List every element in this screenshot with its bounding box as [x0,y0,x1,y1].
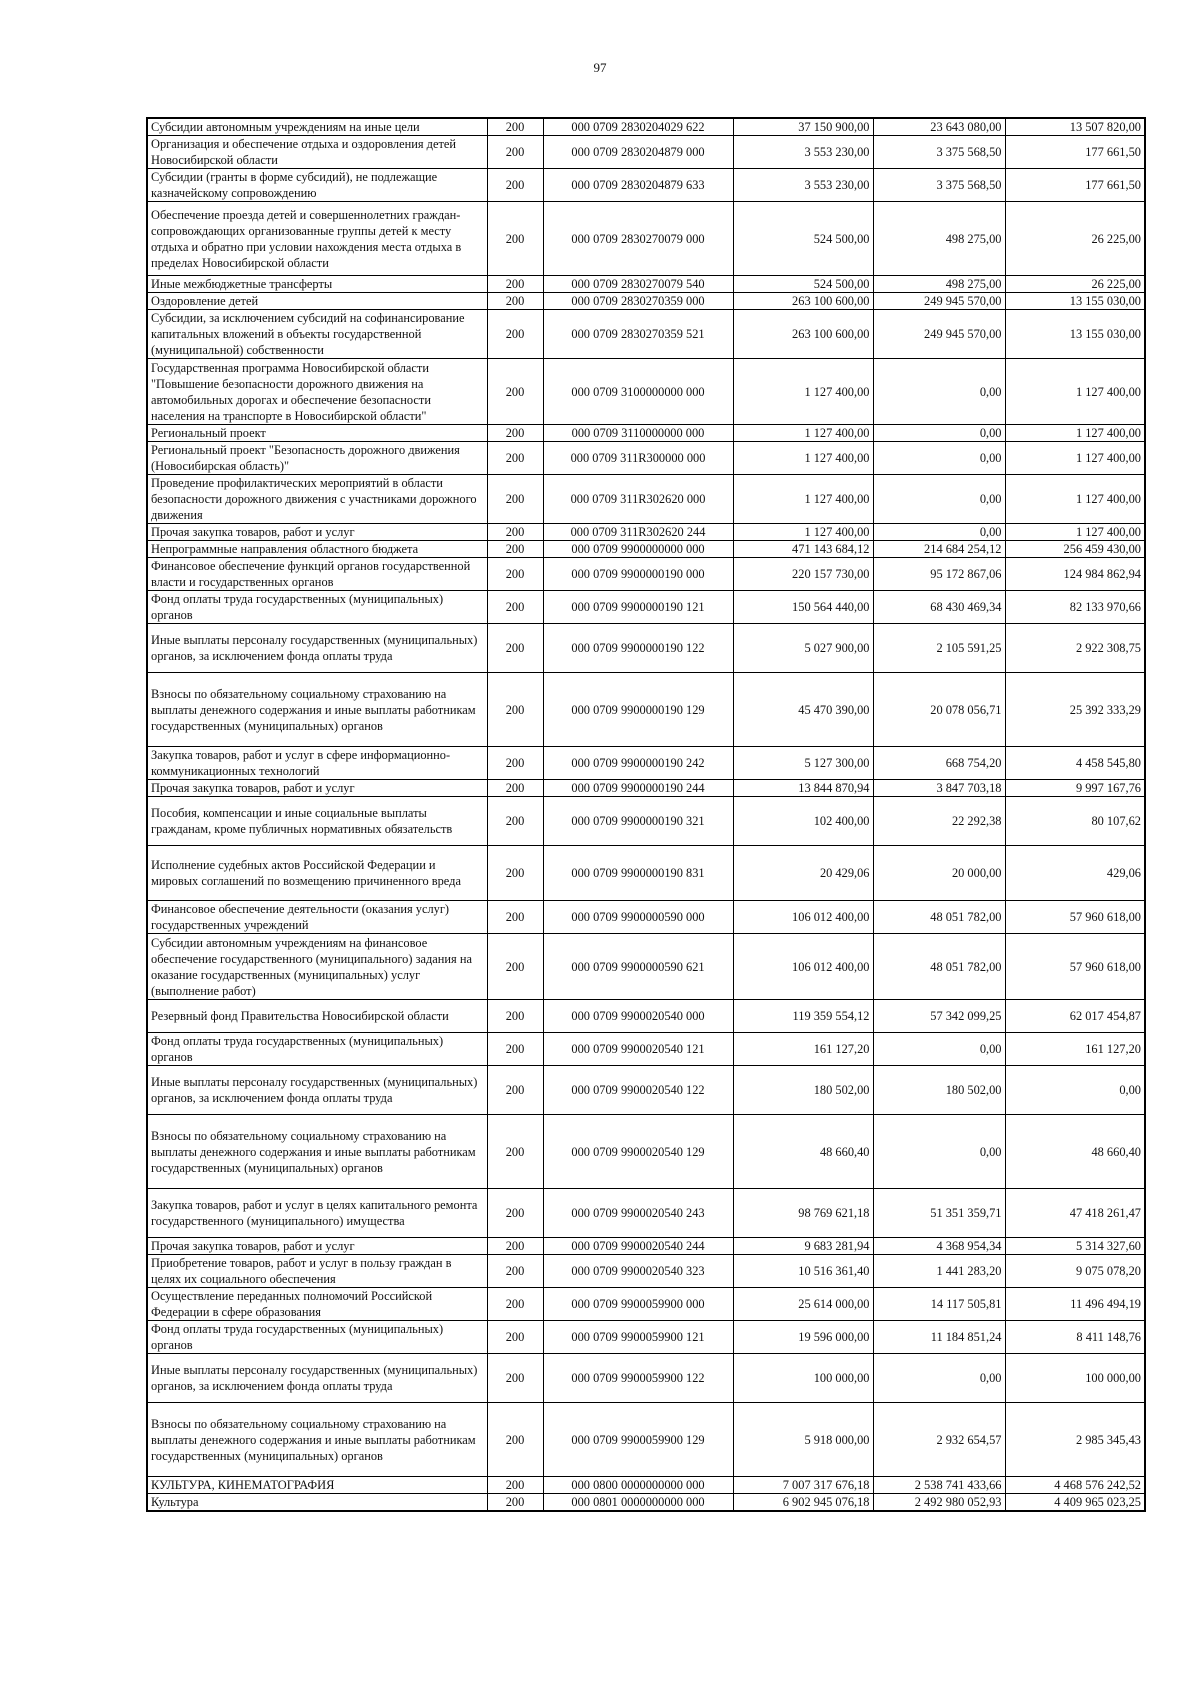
table-row [147,1255,1145,1288]
row-name-cell: Резервный фонд Правительства Новосибирской области [147,1000,487,1033]
row-approved-cell: 180 502,00 [733,1066,873,1115]
row-name-cell: Оздоровление детей [147,293,487,310]
row-unexecuted-cell: 80 107,62 [1005,797,1145,846]
row-approved-cell: 5 027 900,00 [733,624,873,673]
row-code-cell: 200 [487,673,543,747]
row-unexecuted-cell: 8 411 148,76 [1005,1321,1145,1354]
row-name-cell: Обеспечение проезда детей и совершеннолетних граждан-сопровождающих организованные группы детей к месту отдыха и обратно при условии нахождения места отдыха в пределах Новосибирской области [147,202,487,276]
table-row [147,276,1145,293]
row-executed-cell: 57 342 099,25 [873,1000,1005,1033]
row-name-cell: Исполнение судебных актов Российской Федерации и мировых соглашений по возмещению причиненного вреда [147,846,487,901]
table-row [147,747,1145,780]
row-unexecuted-cell: 9 997 167,76 [1005,780,1145,797]
row-name-cell: Региональный проект [147,425,487,442]
row-executed-cell: 48 051 782,00 [873,934,1005,1000]
row-approved-cell: 6 902 945 076,18 [733,1494,873,1512]
row-name-cell: Закупка товаров, работ и услуг в целях капитального ремонта государственного (муниципального) имущества [147,1189,487,1238]
row-kbk-cell: 000 0709 9900000190 122 [543,624,733,673]
table-row [147,1189,1145,1238]
row-unexecuted-cell: 1 127 400,00 [1005,524,1145,541]
row-unexecuted-cell: 57 960 618,00 [1005,934,1145,1000]
row-executed-cell: 3 847 703,18 [873,780,1005,797]
row-code-cell: 200 [487,780,543,797]
row-unexecuted-cell: 1 127 400,00 [1005,475,1145,524]
row-unexecuted-cell: 11 496 494,19 [1005,1288,1145,1321]
row-approved-cell: 1 127 400,00 [733,524,873,541]
row-code-cell: 200 [487,475,543,524]
row-kbk-cell: 000 0709 9900020540 000 [543,1000,733,1033]
table-row [147,901,1145,934]
row-name-cell: Осуществление переданных полномочий Российской Федерации в сфере образования [147,1288,487,1321]
table-row [147,169,1145,202]
row-executed-cell: 48 051 782,00 [873,901,1005,934]
row-unexecuted-cell: 62 017 454,87 [1005,1000,1145,1033]
row-code-cell: 200 [487,310,543,359]
row-kbk-cell: 000 0709 9900020540 244 [543,1238,733,1255]
row-unexecuted-cell: 82 133 970,66 [1005,591,1145,624]
row-executed-cell: 51 351 359,71 [873,1189,1005,1238]
row-unexecuted-cell: 9 075 078,20 [1005,1255,1145,1288]
row-approved-cell: 20 429,06 [733,846,873,901]
row-code-cell: 200 [487,1000,543,1033]
row-executed-cell: 11 184 851,24 [873,1321,1005,1354]
row-kbk-cell: 000 0709 2830204879 000 [543,136,733,169]
row-code-cell: 200 [487,624,543,673]
row-executed-cell: 23 643 080,00 [873,118,1005,136]
row-name-cell: Финансовое обеспечение функций органов государственной власти и государственных органов [147,558,487,591]
row-code-cell: 200 [487,1255,543,1288]
row-approved-cell: 3 553 230,00 [733,169,873,202]
row-code-cell: 200 [487,276,543,293]
row-unexecuted-cell: 4 458 545,80 [1005,747,1145,780]
table-row [147,624,1145,673]
row-executed-cell: 2 932 654,57 [873,1403,1005,1477]
row-unexecuted-cell: 161 127,20 [1005,1033,1145,1066]
row-approved-cell: 220 157 730,00 [733,558,873,591]
row-name-cell: Фонд оплаты труда государственных (муниципальных) органов [147,1033,487,1066]
row-unexecuted-cell: 5 314 327,60 [1005,1238,1145,1255]
table-row [147,1321,1145,1354]
row-executed-cell: 0,00 [873,425,1005,442]
row-kbk-cell: 000 0709 9900000590 000 [543,901,733,934]
row-approved-cell: 263 100 600,00 [733,310,873,359]
row-code-cell: 200 [487,524,543,541]
page-number: 97 [593,60,607,75]
row-kbk-cell: 000 0709 9900059900 122 [543,1354,733,1403]
row-kbk-cell: 000 0709 9900000190 242 [543,747,733,780]
row-executed-cell: 0,00 [873,359,1005,425]
table-row [147,1033,1145,1066]
row-code-cell: 200 [487,901,543,934]
row-approved-cell: 100 000,00 [733,1354,873,1403]
row-name-cell: Иные выплаты персоналу государственных (муниципальных) органов, за исключением фонда оплаты труда [147,624,487,673]
row-approved-cell: 106 012 400,00 [733,901,873,934]
row-approved-cell: 1 127 400,00 [733,442,873,475]
row-unexecuted-cell: 26 225,00 [1005,276,1145,293]
row-name-cell: Иные выплаты персоналу государственных (муниципальных) органов, за исключением фонда оплаты труда [147,1354,487,1403]
row-name-cell: Приобретение товаров, работ и услуг в пользу граждан в целях их социального обеспечения [147,1255,487,1288]
row-approved-cell: 102 400,00 [733,797,873,846]
row-name-cell: Пособия, компенсации и иные социальные выплаты гражданам, кроме публичных нормативных обязательств [147,797,487,846]
row-code-cell: 200 [487,1033,543,1066]
row-code-cell: 200 [487,747,543,780]
table-row [147,1288,1145,1321]
row-code-cell: 200 [487,558,543,591]
row-unexecuted-cell: 26 225,00 [1005,202,1145,276]
row-executed-cell: 68 430 469,34 [873,591,1005,624]
row-name-cell: Взносы по обязательному социальному страхованию на выплаты денежного содержания и иные выплаты работникам государственных (муниципальных) органов [147,1115,487,1189]
row-code-cell: 200 [487,118,543,136]
row-code-cell: 200 [487,293,543,310]
table-row [147,797,1145,846]
row-kbk-cell: 000 0709 2830204029 622 [543,118,733,136]
row-name-cell: Субсидии, за исключением субсидий на софинансирование капитальных вложений в объекты государственной (муниципальной) собственности [147,310,487,359]
row-unexecuted-cell: 124 984 862,94 [1005,558,1145,591]
row-unexecuted-cell: 2 985 345,43 [1005,1403,1145,1477]
row-approved-cell: 1 127 400,00 [733,359,873,425]
row-executed-cell: 20 000,00 [873,846,1005,901]
row-name-cell: Взносы по обязательному социальному страхованию на выплаты денежного содержания и иные выплаты работникам государственных (муниципальных) органов [147,1403,487,1477]
table-row [147,524,1145,541]
row-name-cell: Культура [147,1494,487,1512]
row-executed-cell: 0,00 [873,1115,1005,1189]
row-approved-cell: 7 007 317 676,18 [733,1477,873,1494]
row-code-cell: 200 [487,1238,543,1255]
row-name-cell: Иные межбюджетные трансферты [147,276,487,293]
row-executed-cell: 1 441 283,20 [873,1255,1005,1288]
row-kbk-cell: 000 0709 9900020540 121 [543,1033,733,1066]
row-executed-cell: 214 684 254,12 [873,541,1005,558]
table-row [147,1066,1145,1115]
row-executed-cell: 0,00 [873,524,1005,541]
row-executed-cell: 249 945 570,00 [873,293,1005,310]
row-kbk-cell: 000 0709 9900020540 122 [543,1066,733,1115]
row-kbk-cell: 000 0709 9900059900 121 [543,1321,733,1354]
row-kbk-cell: 000 0709 9900000190 831 [543,846,733,901]
row-unexecuted-cell: 177 661,50 [1005,169,1145,202]
row-kbk-cell: 000 0801 0000000000 000 [543,1494,733,1512]
row-approved-cell: 524 500,00 [733,202,873,276]
row-unexecuted-cell: 100 000,00 [1005,1354,1145,1403]
table-row [147,202,1145,276]
row-kbk-cell: 000 0709 3100000000 000 [543,359,733,425]
row-kbk-cell: 000 0709 2830270079 000 [543,202,733,276]
row-approved-cell: 25 614 000,00 [733,1288,873,1321]
row-kbk-cell: 000 0709 311R300000 000 [543,442,733,475]
row-code-cell: 200 [487,1189,543,1238]
row-approved-cell: 98 769 621,18 [733,1189,873,1238]
row-kbk-cell: 000 0709 2830270359 521 [543,310,733,359]
row-kbk-cell: 000 0709 9900020540 323 [543,1255,733,1288]
table-body [147,118,1145,1511]
row-approved-cell: 5 127 300,00 [733,747,873,780]
table-row [147,780,1145,797]
row-unexecuted-cell: 1 127 400,00 [1005,425,1145,442]
row-executed-cell: 0,00 [873,1354,1005,1403]
row-executed-cell: 668 754,20 [873,747,1005,780]
row-name-cell: Фонд оплаты труда государственных (муниципальных) органов [147,1321,487,1354]
row-code-cell: 200 [487,1115,543,1189]
row-unexecuted-cell: 256 459 430,00 [1005,541,1145,558]
row-unexecuted-cell: 13 507 820,00 [1005,118,1145,136]
row-approved-cell: 3 553 230,00 [733,136,873,169]
row-approved-cell: 37 150 900,00 [733,118,873,136]
row-executed-cell: 4 368 954,34 [873,1238,1005,1255]
row-code-cell: 200 [487,591,543,624]
table-row [147,118,1145,136]
row-approved-cell: 5 918 000,00 [733,1403,873,1477]
row-approved-cell: 9 683 281,94 [733,1238,873,1255]
row-code-cell: 200 [487,359,543,425]
row-executed-cell: 0,00 [873,1033,1005,1066]
row-kbk-cell: 000 0709 2830270079 540 [543,276,733,293]
table-row [147,1354,1145,1403]
row-executed-cell: 2 105 591,25 [873,624,1005,673]
table-row [147,1115,1145,1189]
table-row [147,1477,1145,1494]
row-unexecuted-cell: 4 409 965 023,25 [1005,1494,1145,1512]
row-approved-cell: 150 564 440,00 [733,591,873,624]
row-approved-cell: 106 012 400,00 [733,934,873,1000]
row-code-cell: 200 [487,797,543,846]
row-unexecuted-cell: 4 468 576 242,52 [1005,1477,1145,1494]
row-unexecuted-cell: 57 960 618,00 [1005,901,1145,934]
row-code-cell: 200 [487,1477,543,1494]
row-kbk-cell: 000 0709 9900000000 000 [543,541,733,558]
row-kbk-cell: 000 0709 311R302620 000 [543,475,733,524]
row-kbk-cell: 000 0709 9900000190 000 [543,558,733,591]
row-kbk-cell: 000 0709 9900000190 129 [543,673,733,747]
row-approved-cell: 119 359 554,12 [733,1000,873,1033]
row-name-cell: Взносы по обязательному социальному страхованию на выплаты денежного содержания и иные выплаты работникам государственных (муниципальных) органов [147,673,487,747]
table-row [147,293,1145,310]
row-approved-cell: 13 844 870,94 [733,780,873,797]
row-code-cell: 200 [487,442,543,475]
row-kbk-cell: 000 0709 9900000190 244 [543,780,733,797]
row-unexecuted-cell: 48 660,40 [1005,1115,1145,1189]
row-kbk-cell: 000 0709 2830204879 633 [543,169,733,202]
row-executed-cell: 0,00 [873,442,1005,475]
row-executed-cell: 22 292,38 [873,797,1005,846]
row-unexecuted-cell: 429,06 [1005,846,1145,901]
row-kbk-cell: 000 0709 2830270359 000 [543,293,733,310]
row-name-cell: Прочая закупка товаров, работ и услуг [147,524,487,541]
row-unexecuted-cell: 1 127 400,00 [1005,442,1145,475]
table-row [147,1494,1145,1512]
table-row [147,310,1145,359]
row-code-cell: 200 [487,1288,543,1321]
table-row [147,846,1145,901]
row-approved-cell: 524 500,00 [733,276,873,293]
row-code-cell: 200 [487,1403,543,1477]
row-unexecuted-cell: 2 922 308,75 [1005,624,1145,673]
row-approved-cell: 1 127 400,00 [733,425,873,442]
row-executed-cell: 498 275,00 [873,202,1005,276]
row-name-cell: Закупка товаров, работ и услуг в сфере информационно-коммуникационных технологий [147,747,487,780]
row-unexecuted-cell: 13 155 030,00 [1005,293,1145,310]
row-unexecuted-cell: 25 392 333,29 [1005,673,1145,747]
row-code-cell: 200 [487,1321,543,1354]
row-approved-cell: 263 100 600,00 [733,293,873,310]
row-executed-cell: 0,00 [873,475,1005,524]
row-code-cell: 200 [487,1066,543,1115]
row-code-cell: 200 [487,846,543,901]
row-approved-cell: 1 127 400,00 [733,475,873,524]
row-executed-cell: 20 078 056,71 [873,673,1005,747]
row-approved-cell: 48 660,40 [733,1115,873,1189]
row-code-cell: 200 [487,425,543,442]
row-approved-cell: 471 143 684,12 [733,541,873,558]
row-code-cell: 200 [487,1494,543,1512]
row-unexecuted-cell: 1 127 400,00 [1005,359,1145,425]
table-row [147,442,1145,475]
row-name-cell: Субсидии автономным учреждениям на финансовое обеспечение государственного (муниципального) задания на оказание государственных (муниципальных) услуг (выполнение работ) [147,934,487,1000]
table-row [147,1238,1145,1255]
row-unexecuted-cell: 47 418 261,47 [1005,1189,1145,1238]
row-kbk-cell: 000 0709 9900000190 321 [543,797,733,846]
table-row [147,359,1145,425]
budget-execution-table [146,117,1146,1512]
row-name-cell: Фонд оплаты труда государственных (муниципальных) органов [147,591,487,624]
row-unexecuted-cell: 13 155 030,00 [1005,310,1145,359]
row-kbk-cell: 000 0800 0000000000 000 [543,1477,733,1494]
row-executed-cell: 498 275,00 [873,276,1005,293]
row-unexecuted-cell: 177 661,50 [1005,136,1145,169]
row-executed-cell: 14 117 505,81 [873,1288,1005,1321]
row-code-cell: 200 [487,169,543,202]
row-executed-cell: 95 172 867,06 [873,558,1005,591]
row-executed-cell: 3 375 568,50 [873,169,1005,202]
row-code-cell: 200 [487,202,543,276]
row-name-cell: Прочая закупка товаров, работ и услуг [147,780,487,797]
row-executed-cell: 2 538 741 433,66 [873,1477,1005,1494]
row-executed-cell: 3 375 568,50 [873,136,1005,169]
table-row [147,591,1145,624]
table-row [147,934,1145,1000]
row-name-cell: Организация и обеспечение отдыха и оздоровления детей Новосибирской области [147,136,487,169]
row-name-cell: Субсидии (гранты в форме субсидий), не подлежащие казначейскому сопровождению [147,169,487,202]
row-code-cell: 200 [487,934,543,1000]
row-kbk-cell: 000 0709 9900059900 129 [543,1403,733,1477]
table-row [147,1403,1145,1477]
table-row [147,136,1145,169]
row-approved-cell: 19 596 000,00 [733,1321,873,1354]
row-code-cell: 200 [487,136,543,169]
row-kbk-cell: 000 0709 9900059900 000 [543,1288,733,1321]
row-approved-cell: 10 516 361,40 [733,1255,873,1288]
row-kbk-cell: 000 0709 9900020540 243 [543,1189,733,1238]
row-unexecuted-cell: 0,00 [1005,1066,1145,1115]
row-executed-cell: 180 502,00 [873,1066,1005,1115]
row-name-cell: Региональный проект "Безопасность дорожного движения (Новосибирская область)" [147,442,487,475]
table-row [147,673,1145,747]
row-kbk-cell: 000 0709 3110000000 000 [543,425,733,442]
row-name-cell: Субсидии автономным учреждениям на иные цели [147,118,487,136]
row-executed-cell: 2 492 980 052,93 [873,1494,1005,1512]
row-name-cell: Проведение профилактических мероприятий в области безопасности дорожного движения с участниками дорожного движения [147,475,487,524]
row-name-cell: Непрограммные направления областного бюджета [147,541,487,558]
row-name-cell: Прочая закупка товаров, работ и услуг [147,1238,487,1255]
table-row [147,475,1145,524]
table-row [147,558,1145,591]
table-row [147,425,1145,442]
row-name-cell: Финансовое обеспечение деятельности (оказания услуг) государственных учреждений [147,901,487,934]
row-kbk-cell: 000 0709 311R302620 244 [543,524,733,541]
row-kbk-cell: 000 0709 9900020540 129 [543,1115,733,1189]
table-row [147,1000,1145,1033]
row-approved-cell: 45 470 390,00 [733,673,873,747]
row-code-cell: 200 [487,1354,543,1403]
row-approved-cell: 161 127,20 [733,1033,873,1066]
table-row [147,541,1145,558]
row-kbk-cell: 000 0709 9900000590 621 [543,934,733,1000]
row-code-cell: 200 [487,541,543,558]
row-name-cell: Иные выплаты персоналу государственных (муниципальных) органов, за исключением фонда оплаты труда [147,1066,487,1115]
row-executed-cell: 249 945 570,00 [873,310,1005,359]
row-name-cell: КУЛЬТУРА, КИНЕМАТОГРАФИЯ [147,1477,487,1494]
row-name-cell: Государственная программа Новосибирской области "Повышение безопасности дорожного движения на автомобильных дорогах и обеспечение безопасности населения на транспорте в Новосибирской области" [147,359,487,425]
row-kbk-cell: 000 0709 9900000190 121 [543,591,733,624]
